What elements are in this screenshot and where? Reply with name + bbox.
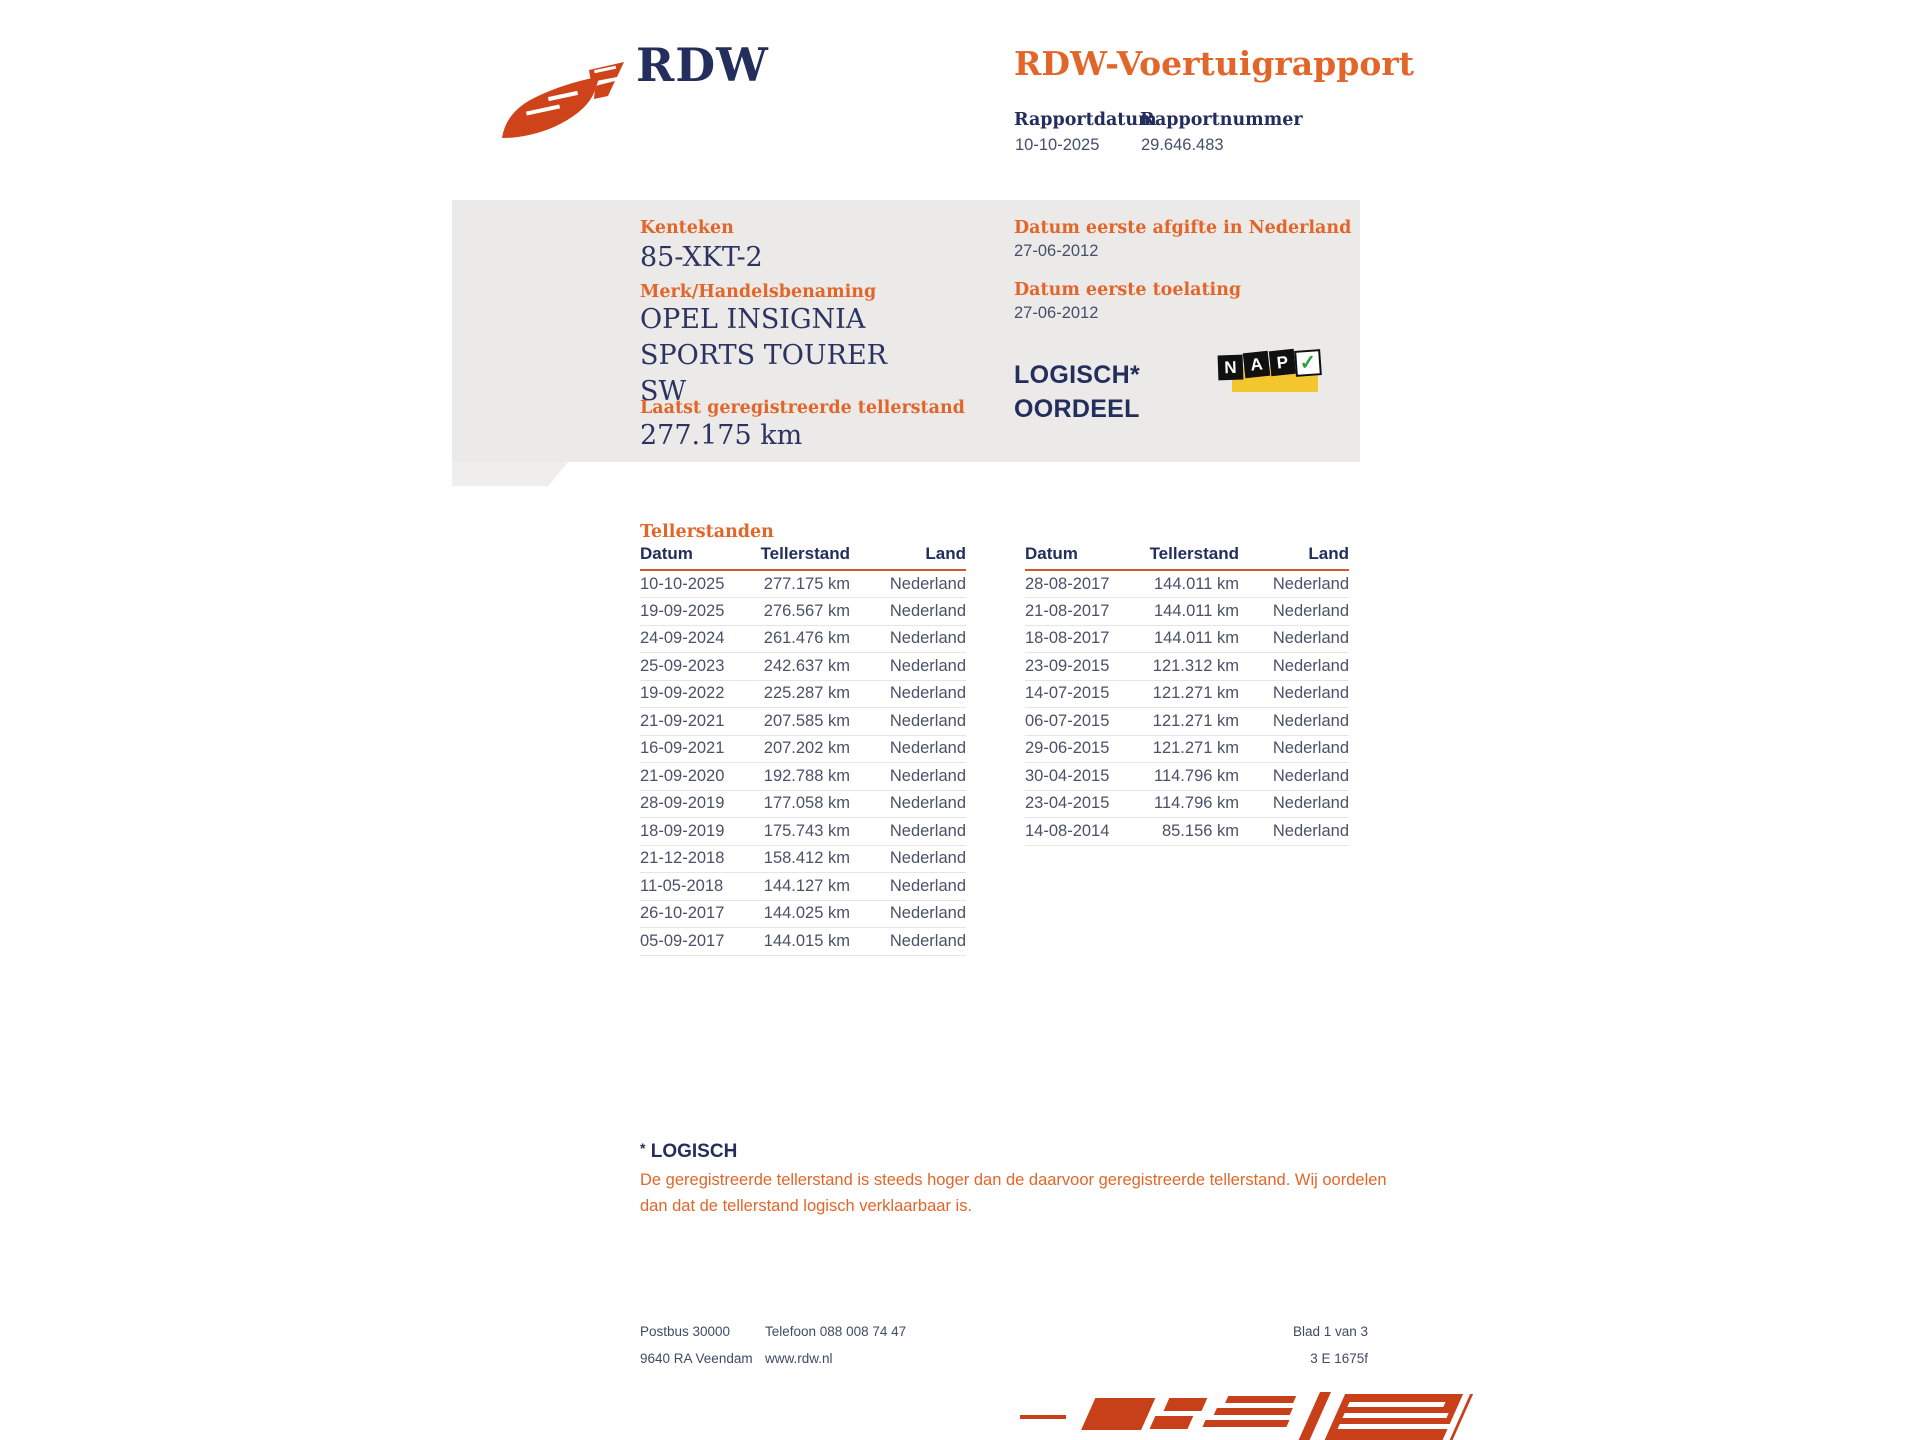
table-header-row — [640, 544, 966, 570]
brand-wordmark: RDW — [636, 38, 769, 92]
table-row — [640, 625, 966, 653]
oordeel-text — [1014, 358, 1140, 426]
cell-tellerstand: 177.058 km — [760, 790, 850, 818]
table-row — [1025, 735, 1349, 763]
document-title: RDW-Voertuigrapport — [1014, 44, 1414, 83]
cell-tellerstand: 277.175 km — [760, 570, 850, 598]
cell-land: Nederland — [850, 735, 966, 763]
footer-contact — [765, 1318, 906, 1372]
cell-land: Nederland — [1239, 680, 1349, 708]
kenteken-value: 85-XKT-2 — [640, 242, 763, 273]
cell-datum: 18-09-2019 — [640, 818, 760, 846]
table-header-row — [1025, 544, 1349, 570]
cell-land: Nederland — [850, 763, 966, 791]
cell-land: Nederland — [850, 708, 966, 736]
cell-datum: 14-07-2015 — [1025, 680, 1145, 708]
cell-land: Nederland — [850, 845, 966, 873]
oordeel-line1: LOGISCH* — [1014, 361, 1141, 389]
tellerstand-label: Laatst geregistreerde tellerstand — [640, 398, 965, 418]
cell-tellerstand: 175.743 km — [760, 818, 850, 846]
report-number-label: Rapportnummer — [1140, 110, 1303, 130]
odometer-table-left — [640, 544, 966, 956]
cell-land: Nederland — [850, 790, 966, 818]
cell-tellerstand: 121.271 km — [1145, 735, 1239, 763]
footer-address-line2: 9640 RA Veendam — [640, 1351, 753, 1366]
table-row — [1025, 790, 1349, 818]
summary-box-tail — [452, 462, 568, 486]
cell-tellerstand: 207.202 km — [760, 735, 850, 763]
footnote-title — [640, 1140, 737, 1163]
table-row — [640, 708, 966, 736]
cell-tellerstand: 276.567 km — [760, 598, 850, 626]
afgifte-label: Datum eerste afgifte in Nederland — [1014, 218, 1352, 238]
header-land: Land — [850, 544, 966, 570]
cell-datum: 26-10-2017 — [640, 900, 760, 928]
cell-tellerstand: 144.011 km — [1145, 598, 1239, 626]
cell-tellerstand: 192.788 km — [760, 763, 850, 791]
table-row — [640, 570, 966, 598]
footnote-asterisk: * — [640, 1140, 646, 1156]
cell-tellerstand: 114.796 km — [1145, 790, 1239, 818]
cell-datum: 14-08-2014 — [1025, 818, 1145, 846]
table-row — [640, 790, 966, 818]
cell-datum: 18-08-2017 — [1025, 625, 1145, 653]
table-row — [1025, 763, 1349, 791]
nap-letter-a: A — [1243, 351, 1270, 378]
footer-address — [640, 1318, 753, 1372]
table-row — [1025, 598, 1349, 626]
afgifte-value: 27-06-2012 — [1014, 242, 1099, 260]
tellerstand-value: 277.175 km — [640, 420, 803, 451]
cell-tellerstand: 144.015 km — [760, 928, 850, 956]
table-row — [1025, 570, 1349, 598]
footer-website: www.rdw.nl — [765, 1351, 833, 1366]
cell-datum: 05-09-2017 — [640, 928, 760, 956]
cell-tellerstand: 261.476 km — [760, 625, 850, 653]
footer-page-number: Blad 1 van 3 — [1292, 1324, 1368, 1339]
nap-logo — [1218, 350, 1322, 398]
footer-doc-code: 3 E 1675f — [1310, 1351, 1368, 1366]
table-row — [640, 598, 966, 626]
toelating-label: Datum eerste toelating — [1014, 280, 1242, 300]
odometer-table-right — [1025, 544, 1349, 846]
cell-datum: 21-12-2018 — [640, 845, 760, 873]
footer-phone: Telefoon 088 008 74 47 — [765, 1324, 907, 1339]
cell-tellerstand: 114.796 km — [1145, 763, 1239, 791]
cell-land: Nederland — [1239, 735, 1349, 763]
cell-land: Nederland — [850, 625, 966, 653]
table-row — [1025, 680, 1349, 708]
cell-tellerstand: 144.011 km — [1145, 625, 1239, 653]
cell-land: Nederland — [1239, 625, 1349, 653]
cell-tellerstand: 121.271 km — [1145, 680, 1239, 708]
cell-land: Nederland — [850, 570, 966, 598]
cell-datum: 10-10-2025 — [640, 570, 760, 598]
cell-tellerstand: 158.412 km — [760, 845, 850, 873]
table-row — [640, 845, 966, 873]
cell-land: Nederland — [850, 680, 966, 708]
cell-datum: 29-06-2015 — [1025, 735, 1145, 763]
cell-land: Nederland — [850, 818, 966, 846]
cell-datum: 21-09-2021 — [640, 708, 760, 736]
cell-land: Nederland — [850, 598, 966, 626]
cell-tellerstand: 207.585 km — [760, 708, 850, 736]
header-datum: Datum — [1025, 544, 1145, 570]
cell-datum: 16-09-2021 — [640, 735, 760, 763]
footnote-title-text: LOGISCH — [650, 1141, 738, 1162]
cell-datum: 21-08-2017 — [1025, 598, 1145, 626]
kenteken-label: Kenteken — [640, 218, 734, 238]
cell-datum: 25-09-2023 — [640, 653, 760, 681]
cell-datum: 28-09-2019 — [640, 790, 760, 818]
cell-land: Nederland — [850, 900, 966, 928]
cell-tellerstand: 225.287 km — [760, 680, 850, 708]
toelating-value: 27-06-2012 — [1014, 304, 1099, 322]
rdw-feather-logo-icon — [496, 50, 632, 140]
cell-datum: 23-04-2015 — [1025, 790, 1145, 818]
cell-land: Nederland — [850, 873, 966, 901]
table-row — [1025, 708, 1349, 736]
cell-datum: 19-09-2025 — [640, 598, 760, 626]
cell-tellerstand: 144.127 km — [760, 873, 850, 901]
table-row — [1025, 818, 1349, 846]
footer-address-line1: Postbus 30000 — [640, 1324, 731, 1339]
table-row — [640, 763, 966, 791]
cell-land: Nederland — [1239, 653, 1349, 681]
cell-land: Nederland — [850, 928, 966, 956]
table-row — [1025, 653, 1349, 681]
footnote-text: De geregistreerde tellerstand is steeds hoger dan de daarvoor geregistreerde tellerstand. Wij oordelen dan dat de tellerstand logisch verklaarbaar is. — [640, 1171, 1387, 1215]
merk-label: Merk/Handelsbenaming — [640, 282, 877, 302]
cell-datum: 28-08-2017 — [1025, 570, 1145, 598]
cell-datum: 24-09-2024 — [640, 625, 760, 653]
table-row — [640, 653, 966, 681]
report-number-value: 29.646.483 — [1141, 136, 1224, 154]
header-land: Land — [1239, 544, 1349, 570]
cell-datum: 30-04-2015 — [1025, 763, 1145, 791]
report-date-label: Rapportdatum — [1014, 110, 1157, 130]
cell-datum: 19-09-2022 — [640, 680, 760, 708]
table-row — [640, 928, 966, 956]
nap-letter-n: N — [1218, 355, 1244, 381]
cell-datum: 21-09-2020 — [640, 763, 760, 791]
report-date-value: 10-10-2025 — [1015, 136, 1100, 154]
header-datum: Datum — [640, 544, 760, 570]
cell-land: Nederland — [1239, 763, 1349, 791]
nap-letter-p: P — [1269, 349, 1296, 376]
cell-land: Nederland — [1239, 790, 1349, 818]
cell-land: Nederland — [1239, 570, 1349, 598]
cell-datum: 11-05-2018 — [640, 873, 760, 901]
table-row — [1025, 625, 1349, 653]
cell-land: Nederland — [1239, 598, 1349, 626]
cell-land: Nederland — [1239, 818, 1349, 846]
table-row — [640, 680, 966, 708]
rdw-stripes-decoration — [1020, 1392, 1476, 1440]
cell-tellerstand: 121.312 km — [1145, 653, 1239, 681]
cell-tellerstand: 121.271 km — [1145, 708, 1239, 736]
oordeel-line2: OORDEEL — [1014, 395, 1140, 423]
cell-tellerstand: 85.156 km — [1145, 818, 1239, 846]
header-tellerstand: Tellerstand — [1145, 544, 1239, 570]
footer-page-block — [1168, 1318, 1368, 1372]
table-row — [640, 735, 966, 763]
cell-datum: 06-07-2015 — [1025, 708, 1145, 736]
table-row — [640, 900, 966, 928]
tellerstanden-title: Tellerstanden — [640, 522, 774, 542]
cell-tellerstand: 144.025 km — [760, 900, 850, 928]
table-row — [640, 818, 966, 846]
cell-datum: 23-09-2015 — [1025, 653, 1145, 681]
table-row — [640, 873, 966, 901]
header-tellerstand: Tellerstand — [760, 544, 850, 570]
cell-land: Nederland — [1239, 708, 1349, 736]
cell-tellerstand: 144.011 km — [1145, 570, 1239, 598]
merk-value: OPEL INSIGNIA SPORTS TOURER SW — [640, 304, 888, 407]
nap-checkmark-icon: ✓ — [1294, 349, 1322, 377]
cell-tellerstand: 242.637 km — [760, 653, 850, 681]
cell-land: Nederland — [850, 653, 966, 681]
